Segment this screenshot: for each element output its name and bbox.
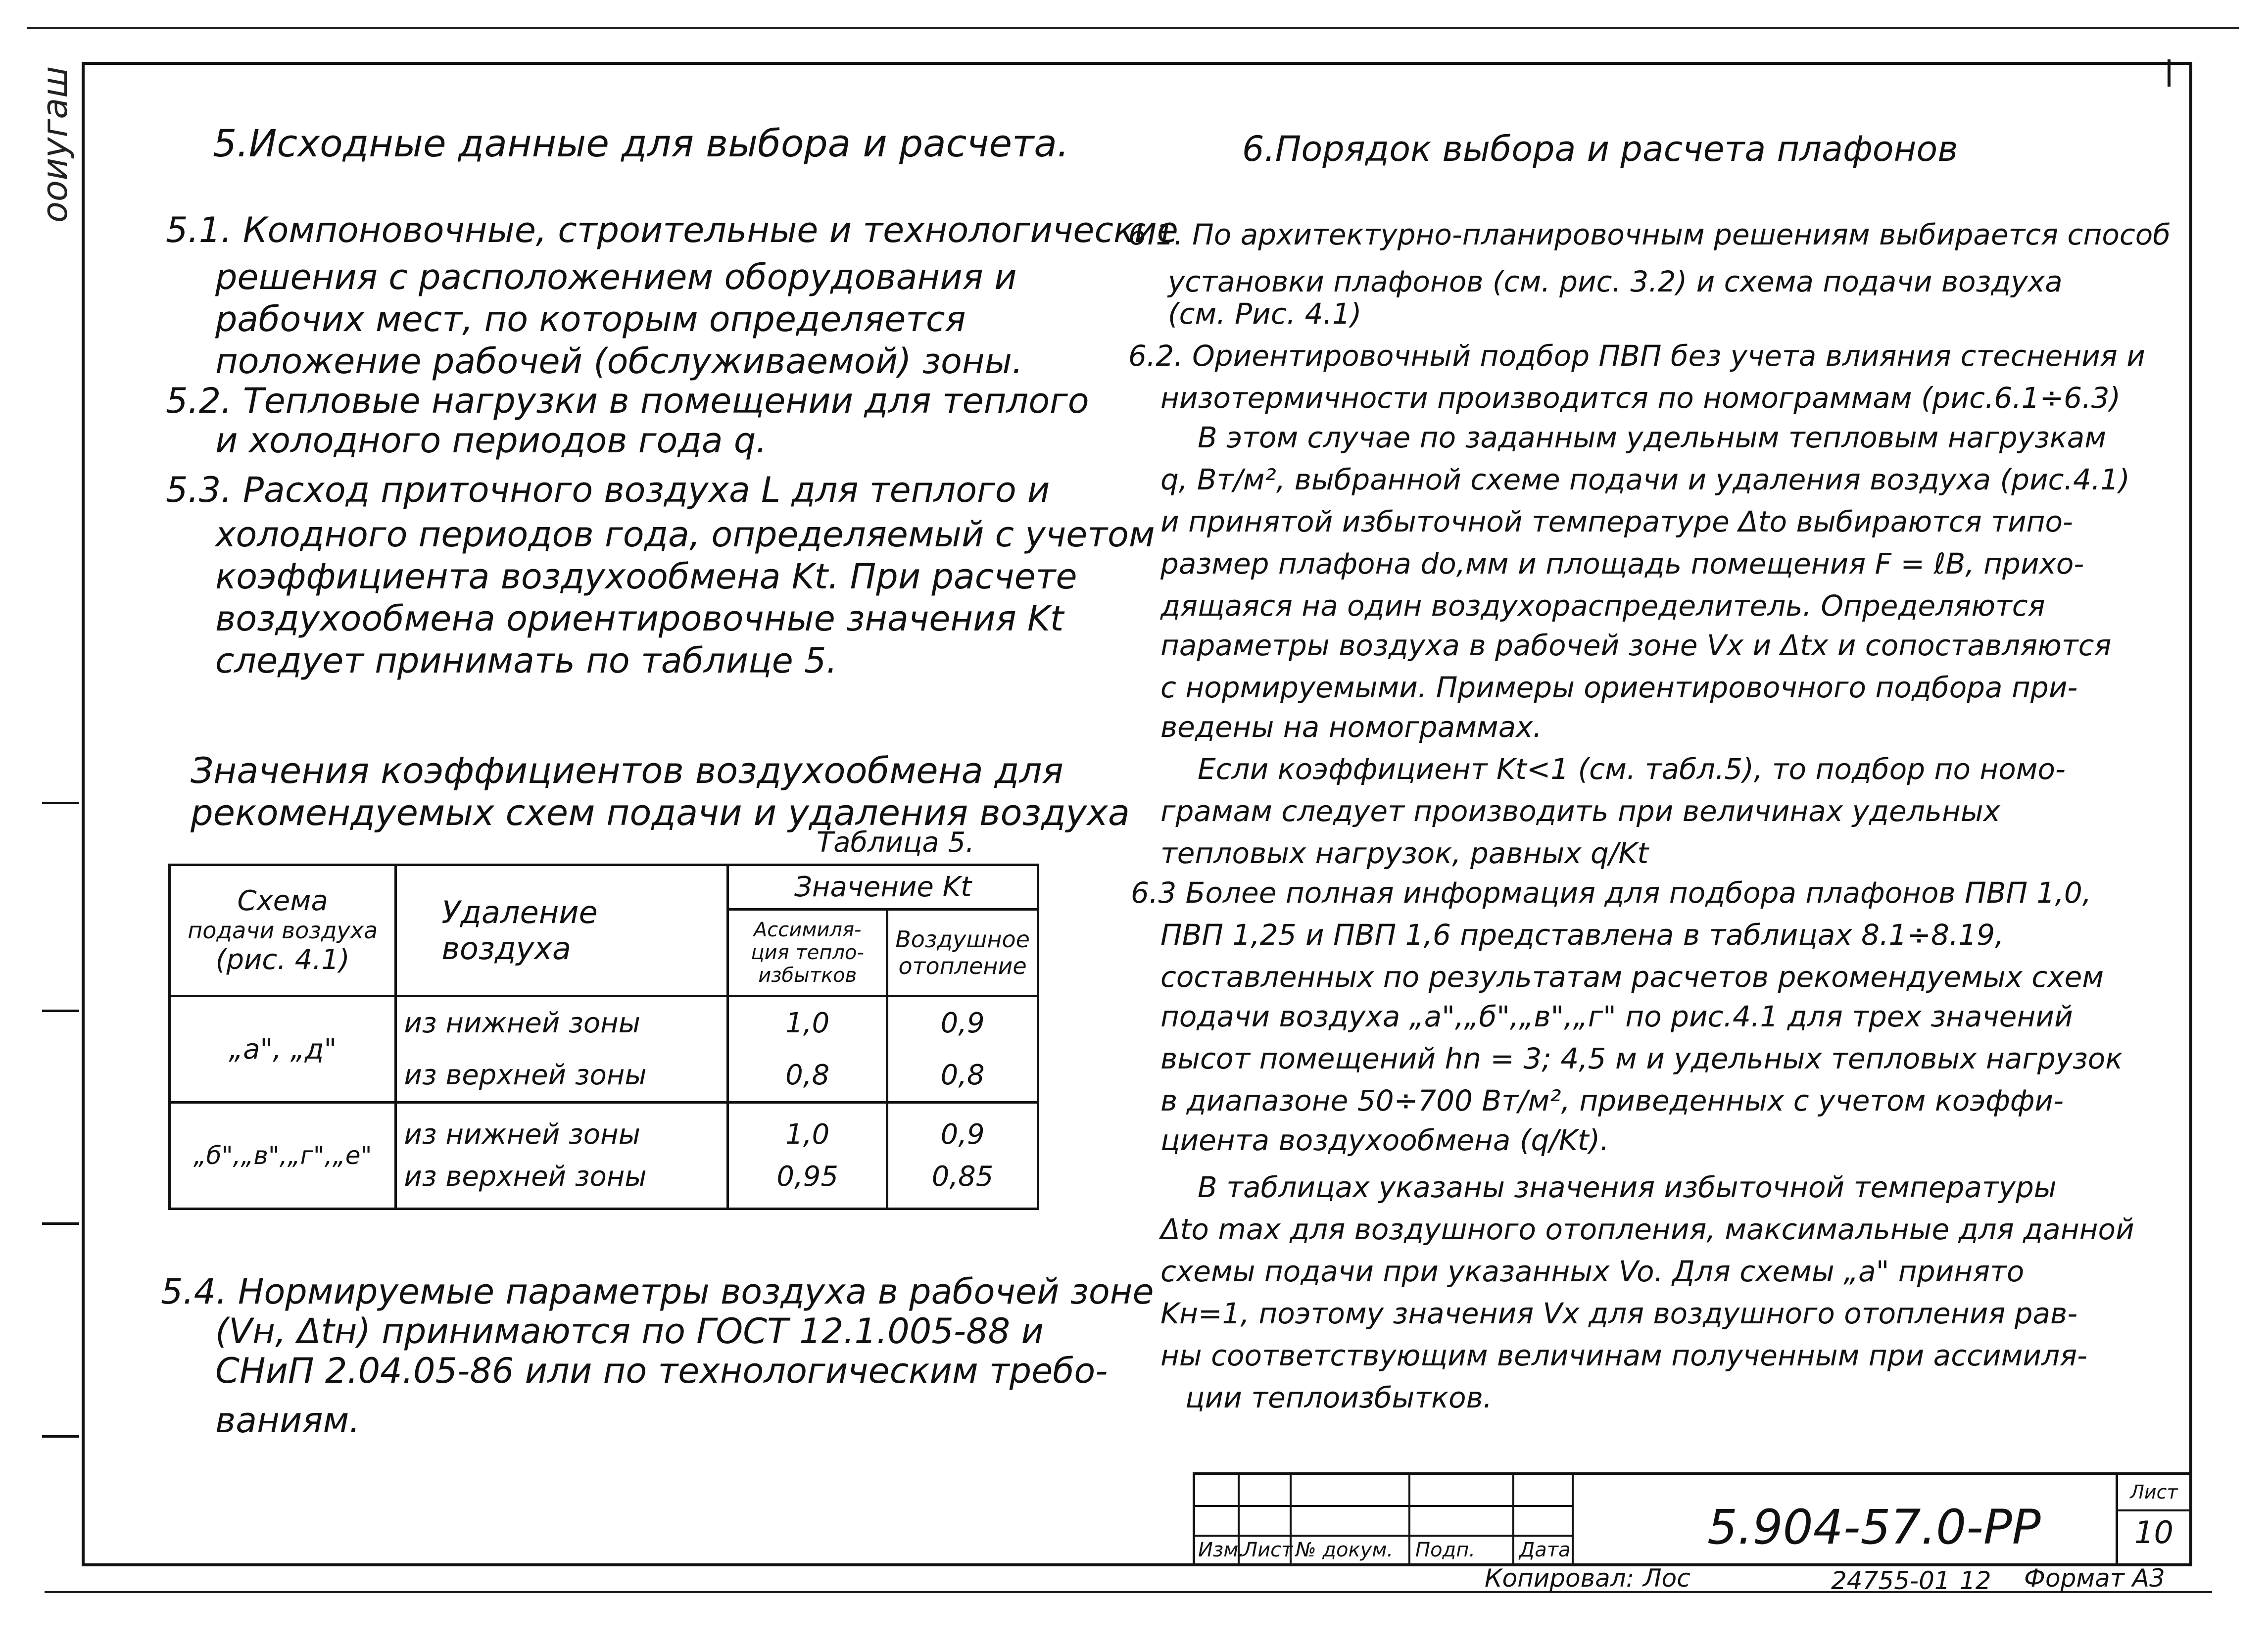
margin-tick: [42, 1222, 79, 1225]
side-label: ооиугаш: [35, 66, 75, 223]
p54-line: ваниям.: [215, 1400, 360, 1441]
header-removal: Удаление воздуха: [396, 865, 728, 996]
p62-line: и принятой избыточной температуре Δto выбираются типо-: [1160, 505, 2073, 538]
title-block: [1193, 1472, 2192, 1566]
table-number: Таблица 5.: [817, 826, 974, 859]
stamp-label-cell: Подп.: [1410, 1537, 1514, 1566]
p54-line: 5.4. Нормируемые параметры воздуха в рабочей зоне: [161, 1271, 1154, 1312]
stamp-label-cell: Лист: [1240, 1537, 1292, 1566]
p52-line: 5.2. Тепловые нагрузки в помещении для теплого: [166, 381, 1089, 421]
section6-heading: 6.Порядок выбора и расчета плафонов: [1242, 129, 1958, 169]
p63-line: подачи воздуха „а",„б",„в",„г" по рис.4.1 для трех значений: [1160, 1000, 2073, 1033]
p54-line: (Vн, Δtн) принимаются по ГОСТ 12.1.005-88 и: [215, 1311, 1044, 1352]
p51-line: решения с расположением оборудования и: [215, 257, 1017, 297]
header-kt: Значение Kt: [728, 865, 1038, 910]
p63-line: 6.3 Более полная информация для подбора плафонов ПВП 1,0,: [1131, 876, 2092, 910]
p53-line: коэффициента воздухообмена Kt. При расчете: [215, 556, 1077, 597]
table-caption: рекомендуемых схем подачи и удаления воздуха: [191, 792, 1130, 833]
format-label: Формат А3: [2024, 1564, 2165, 1593]
p62-line: ведены на номограммах.: [1160, 710, 1542, 744]
p61-line: установки плафонов (см. рис. 3.2) и схема подачи воздуха: [1168, 265, 2063, 298]
p63-line: в диапазоне 50÷700 Вт/м², приведенных с учетом коэффи-: [1160, 1084, 2064, 1117]
header-scheme: Схема подачи воздуха (рис. 4.1): [170, 865, 396, 996]
p53-line: воздухообмена ориентировочные значения Kt: [215, 598, 1064, 639]
p63-line: Kн=1, поэтому значения Vx для воздушного отопления рав-: [1160, 1297, 2078, 1330]
p63-line: В таблицах указаны значения избыточной температуры: [1198, 1170, 2057, 1204]
p62-line: с нормируемыми. Примеры ориентировочного подбора при-: [1160, 671, 2078, 704]
p62-line: Если коэффициент Kt<1 (см. табл.5), то подбор по номо-: [1198, 752, 2066, 786]
stamp-label-cell: Изм.: [1195, 1537, 1240, 1566]
p51-line: рабочих мест, по которым определяется: [215, 299, 966, 339]
p53-line: следует принимать по таблице 5.: [215, 640, 837, 681]
sheet-box: [2116, 1475, 2192, 1564]
p53-line: 5.3. Расход приточного воздуха L для теплого и: [166, 470, 1050, 510]
p52-line: и холодного периодов года q.: [215, 420, 767, 461]
section5-heading: 5.Исходные данные для выбора и расчета.: [213, 121, 1069, 165]
p63-line: циента воздухообмена (q/Kt).: [1160, 1123, 1609, 1157]
corner-mark: [2168, 59, 2235, 87]
stamp-label-cell: № докум.: [1292, 1537, 1410, 1566]
p62-line: 6.2. Ориентировочный подбор ПВП без учета влияния стеснения и: [1128, 339, 2145, 373]
assim-cell: 1,0 0,95: [728, 1103, 887, 1209]
heat-cell: 0,9 0,85: [887, 1103, 1038, 1209]
p63-line: Δto max для воздушного отопления, максимальные для данной: [1160, 1212, 2134, 1246]
sheet-label: Лист: [2118, 1475, 2190, 1511]
p62-line: размер плафона do,мм и площадь помещения F = ℓB, прихо-: [1160, 547, 2084, 581]
p51-line: положение рабочей (обслуживаемой) зоны.: [215, 341, 1023, 382]
p61-line: 6.1. По архитектурно-планировочным решениям выбирается способ: [1128, 218, 2171, 251]
p63-line: ции теплоизбытков.: [1185, 1381, 1493, 1414]
margin-tick: [42, 802, 79, 804]
removal-cell: из нижней зоны из верхней зоны: [396, 996, 728, 1103]
p62-line: низотермичности производится по номограммам (рис.6.1÷6.3): [1160, 381, 2121, 415]
scheme-cell: „а", „д": [170, 996, 396, 1103]
p61-line: (см. Рис. 4.1): [1168, 297, 1362, 331]
sheet-number: 10: [2134, 1514, 2173, 1551]
margin-tick: [42, 1010, 79, 1012]
p63-line: высот помещений hn = 3; 4,5 м и удельных тепловых нагрузок: [1160, 1042, 2123, 1075]
order-number: 24755-01: [1831, 1566, 1950, 1595]
header-assimilation: Ассимиля- ция тепло- избытков: [728, 910, 887, 996]
header-heating: Воздушное отопление: [887, 910, 1038, 996]
p62-line: параметры воздуха в рабочей зоне Vx и Δtx и сопоставляются: [1160, 629, 2112, 662]
p53-line: холодного периодов года, определяемый с учетом: [215, 514, 1155, 555]
top-border-line: [27, 27, 2239, 29]
p62-line: В этом случае по заданным удельным тепловым нагрузкам: [1198, 421, 2107, 454]
p62-line: тепловых нагрузок, равных q/Kt: [1160, 836, 1649, 870]
document-code: 5.904-57.0-РР: [1707, 1500, 2041, 1555]
heat-cell: 0,9 0,8: [887, 996, 1038, 1103]
stamp-label-cell: Дата: [1514, 1537, 1574, 1566]
scheme-cell: „б",„в",„г",„е": [170, 1103, 396, 1209]
p62-line: дящаяся на один воздухораспределитель. Определяются: [1160, 589, 2045, 623]
p62-line: q, Вт/м², выбранной схеме подачи и удаления воздуха (рис.4.1): [1160, 463, 2130, 496]
p51-line: 5.1. Компоновочные, строительные и технологические: [166, 210, 1178, 250]
p63-line: схемы подачи при указанных Vo. Для схемы „а" принято: [1160, 1255, 2025, 1288]
p54-line: СНиП 2.04.05-86 или по технологическим требо-: [215, 1351, 1108, 1391]
margin-tick: [42, 1435, 79, 1438]
copier-signature: Лос: [1643, 1564, 1690, 1593]
page-number: 12: [1960, 1566, 1991, 1595]
table-caption: Значения коэффициентов воздухообмена для: [191, 750, 1063, 791]
kt-table: [168, 864, 1039, 1210]
copied-label: Копировал:: [1485, 1564, 1635, 1593]
p63-line: составленных по результатам расчетов рекомендуемых схем: [1160, 960, 2104, 994]
p63-line: ПВП 1,25 и ПВП 1,6 представлена в таблицах 8.1÷8.19,: [1160, 918, 2004, 952]
assim-cell: 1,0 0,8: [728, 996, 887, 1103]
p63-line: ны соответствующим величинам полученным при ассимиля-: [1160, 1339, 2088, 1372]
removal-cell: из нижней зоны из верхней зоны: [396, 1103, 728, 1209]
p62-line: грамам следует производить при величинах удельных: [1160, 794, 2001, 828]
